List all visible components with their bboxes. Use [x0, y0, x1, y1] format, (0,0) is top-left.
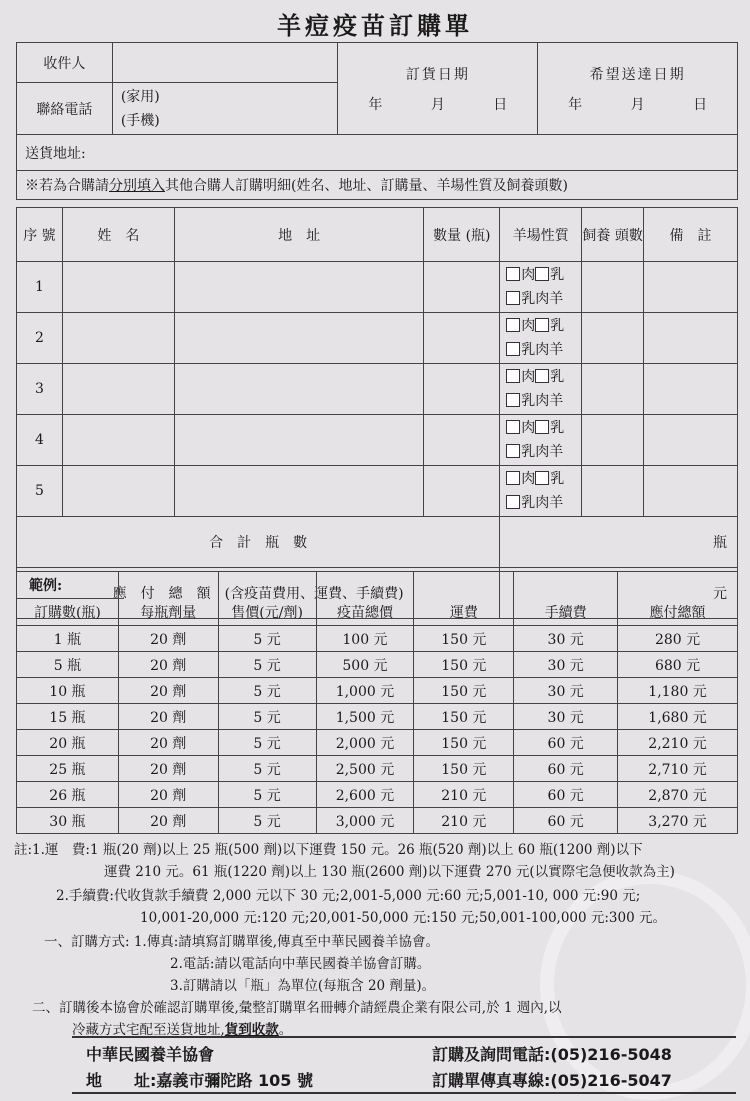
delivery-date-year: 年 — [568, 96, 583, 113]
group-note-suffix: 其他合購人訂購明細(姓名、地址、訂購量、羊場性質及飼養頭數) — [165, 178, 568, 194]
page-title: 羊痘疫苗訂購單 — [277, 11, 473, 40]
order-row-head-count-field[interactable] — [582, 415, 644, 466]
delivery-note-line2 — [72, 1018, 292, 1038]
order-phone-label: 訂購及詢問電話: — [432, 1045, 551, 1064]
order-row-address-field[interactable] — [174, 262, 424, 313]
example-cell: 2,600 元 — [316, 782, 414, 808]
order-date-label: 訂貨日期 — [405, 66, 470, 83]
example-cell: 210 元 — [414, 808, 514, 834]
delivery-date-day: 日 — [693, 96, 708, 113]
order-row-remarks-field[interactable] — [644, 364, 738, 415]
order-date-day: 日 — [493, 96, 508, 113]
example-header-cell: 售價(元/劑) — [218, 599, 316, 626]
order-row-remarks-field[interactable] — [644, 313, 738, 364]
example-cell: 2,500 元 — [316, 756, 414, 782]
example-cell: 20 劑 — [118, 808, 218, 834]
example-cell: 5 元 — [218, 704, 316, 730]
order-row — [17, 262, 738, 313]
example-cell: 150 元 — [414, 704, 514, 730]
example-cell: 1,000 元 — [316, 678, 414, 704]
dairy-checkbox[interactable] — [535, 420, 549, 434]
order-row-address-field[interactable] — [174, 313, 424, 364]
example-cell: 30 元 — [514, 704, 618, 730]
meat-checkbox[interactable] — [506, 471, 520, 485]
order-row — [17, 364, 738, 415]
order-row-quantity-field[interactable] — [424, 364, 500, 415]
order-row-quantity-field[interactable] — [424, 415, 500, 466]
example-cell: 150 元 — [414, 626, 514, 652]
dairy-checkbox[interactable] — [535, 471, 549, 485]
order-row-farm-type — [500, 313, 582, 364]
example-cell: 20 劑 — [118, 730, 218, 756]
order-row-farm-type — [500, 262, 582, 313]
example-cell: 500 元 — [316, 652, 414, 678]
example-cell: 2,210 元 — [618, 730, 738, 756]
dual-purpose-checkbox[interactable] — [506, 291, 520, 305]
example-cell: 5 元 — [218, 808, 316, 834]
example-cell: 150 元 — [414, 678, 514, 704]
example-cell: 5 瓶 — [17, 652, 119, 678]
order-date-field[interactable] — [338, 43, 538, 135]
order-row-farm-type — [500, 364, 582, 415]
dairy-checkbox[interactable] — [535, 369, 549, 383]
method-phone: 2.電話:請以電話向中華民國養羊協會訂購。 — [170, 956, 431, 972]
example-cell: 1,500 元 — [316, 704, 414, 730]
example-cell: 20 劑 — [118, 756, 218, 782]
fax-row — [432, 1068, 672, 1091]
order-row-seq: 2 — [17, 313, 63, 364]
example-cell: 20 劑 — [118, 678, 218, 704]
example-cell: 10 瓶 — [17, 678, 119, 704]
order-row-remarks-field[interactable] — [644, 415, 738, 466]
dairy-option-label: 乳 — [550, 318, 565, 334]
order-row-farm-type — [500, 415, 582, 466]
order-row-farm-type — [500, 466, 582, 517]
group-note-underlined: 分別填入 — [109, 178, 165, 194]
order-row-head-count-field[interactable] — [582, 466, 644, 517]
example-cell: 5 元 — [218, 782, 316, 808]
order-row — [17, 313, 738, 364]
dairy-checkbox[interactable] — [535, 267, 549, 281]
total-bottles-label: 合 計 瓶 數 — [17, 517, 500, 568]
dual-purpose-checkbox[interactable] — [506, 393, 520, 407]
order-row-seq: 4 — [17, 415, 63, 466]
example-cell: 60 元 — [514, 782, 618, 808]
example-row — [17, 782, 738, 808]
dairy-option-label: 乳 — [550, 420, 565, 436]
example-cell: 3,270 元 — [618, 808, 738, 834]
order-row-quantity-field[interactable] — [424, 313, 500, 364]
example-cell: 280 元 — [618, 626, 738, 652]
dual-option-label: 乳肉羊 — [521, 291, 564, 307]
meat-checkbox[interactable] — [506, 267, 520, 281]
header-name: 姓 名 — [62, 208, 174, 262]
dairy-option-label: 乳 — [550, 267, 565, 283]
phone-field[interactable] — [112, 83, 338, 135]
example-title: 範例: — [17, 572, 119, 599]
example-header-cell: 應付總額 — [618, 599, 738, 626]
total-bottles-unit: 瓶 — [713, 535, 727, 551]
example-cell: 680 元 — [618, 652, 738, 678]
delivery-note-suffix: 。 — [278, 1022, 293, 1038]
example-cell: 1,680 元 — [618, 704, 738, 730]
order-fax: (05)216-5047 — [550, 1071, 672, 1090]
dual-purpose-checkbox[interactable] — [506, 444, 520, 458]
delivery-date-label: 希望送達日期 — [589, 66, 686, 83]
group-purchase-note — [17, 171, 738, 200]
meat-option-label: 肉 — [521, 471, 536, 487]
example-cell: 150 元 — [414, 730, 514, 756]
order-row-remarks-field[interactable] — [644, 466, 738, 517]
example-header-cell: 訂購數(瓶) — [17, 599, 119, 626]
order-row-name-field[interactable] — [62, 313, 174, 364]
order-row-address-field[interactable] — [174, 466, 424, 517]
meat-option-label: 肉 — [521, 420, 536, 436]
contact-footer — [72, 1036, 736, 1094]
order-row — [17, 415, 738, 466]
dairy-option-label: 乳 — [550, 369, 565, 385]
order-row-head-count-field[interactable] — [582, 364, 644, 415]
order-row-name-field[interactable] — [62, 262, 174, 313]
phone-mobile-label: (手機) — [120, 112, 160, 129]
order-date-month: 月 — [430, 96, 445, 113]
order-row-seq: 3 — [17, 364, 63, 415]
contact-info-table — [16, 42, 738, 200]
example-cell: 5 元 — [218, 730, 316, 756]
header-seq: 序 號 — [17, 208, 63, 262]
order-row-quantity-field[interactable] — [424, 262, 500, 313]
header-farm-type: 羊場性質 — [500, 208, 582, 262]
order-row-head-count-field[interactable] — [582, 313, 644, 364]
org-name: 中華民國養羊協會 — [86, 1045, 215, 1064]
pricing-example-table — [16, 571, 738, 834]
note-shipping-line1: 註:1.運 費:1 瓶(20 劑)以上 25 瓶(500 劑)以下運費 150 元。26 瓶(520 劑)以上 60 瓶(1200 劑)以下 — [14, 842, 643, 858]
example-cell: 100 元 — [316, 626, 414, 652]
meat-checkbox[interactable] — [506, 318, 520, 332]
example-row — [17, 808, 738, 834]
order-phone: (05)216-5048 — [550, 1045, 672, 1064]
order-detail-table — [16, 207, 738, 619]
example-cell: 25 瓶 — [17, 756, 119, 782]
address-field[interactable] — [17, 135, 738, 171]
method-fax: 一、訂購方式: 1.傳真:請填寫訂購單後,傳真至中華民國養羊協會。 — [44, 934, 440, 950]
example-row — [17, 730, 738, 756]
example-header-cell: 運費 — [414, 599, 514, 626]
order-row — [17, 466, 738, 517]
example-cell: 30 元 — [514, 652, 618, 678]
example-cell: 26 瓶 — [17, 782, 119, 808]
recipient-label: 收件人 — [17, 43, 113, 83]
example-cell: 30 元 — [514, 626, 618, 652]
delivery-date-field[interactable] — [538, 43, 738, 135]
total-bottles-field[interactable] — [500, 517, 738, 568]
example-row — [17, 704, 738, 730]
dual-option-label: 乳肉羊 — [521, 393, 564, 409]
example-cell: 2,000 元 — [316, 730, 414, 756]
example-cell: 30 瓶 — [17, 808, 119, 834]
note-shipping-line2: 運費 210 元。61 瓶(1220 劑)以上 130 瓶(2600 劑)以下運費 270 元(以實際宅急便收款為主) — [104, 864, 675, 880]
example-row — [17, 678, 738, 704]
example-header-row — [17, 599, 738, 626]
example-cell: 2,710 元 — [618, 756, 738, 782]
dual-option-label: 乳肉羊 — [521, 495, 564, 511]
meat-checkbox[interactable] — [506, 420, 520, 434]
delivery-note-underlined: 貨到收款 — [224, 1022, 279, 1038]
example-row — [17, 626, 738, 652]
order-row-seq: 1 — [17, 262, 63, 313]
delivery-date-month: 月 — [630, 96, 645, 113]
meat-checkbox[interactable] — [506, 369, 520, 383]
example-cell: 5 元 — [218, 756, 316, 782]
method-unit: 3.訂購請以「瓶」為單位(每瓶含 20 劑量)。 — [170, 978, 436, 994]
phone-row — [432, 1042, 672, 1065]
dairy-option-label: 乳 — [550, 471, 565, 487]
example-cell: 60 元 — [514, 808, 618, 834]
example-cell: 5 元 — [218, 678, 316, 704]
note-fee-line2: 10,001-20,000 元:120 元;20,001-50,000 元:150 元;50,001-100,000 元:300 元。 — [140, 910, 666, 926]
example-cell: 20 劑 — [118, 704, 218, 730]
header-quantity: 數量 (瓶) — [424, 208, 500, 262]
example-cell: 150 元 — [414, 652, 514, 678]
meat-option-label: 肉 — [521, 369, 536, 385]
recipient-field[interactable] — [112, 43, 338, 83]
phone-home-label: (家用) — [120, 88, 160, 105]
order-row-name-field[interactable] — [62, 364, 174, 415]
header-head-count: 飼養 頭數 — [582, 208, 644, 262]
address-label: 送貨地址: — [25, 145, 86, 162]
group-note-prefix: ※若為合購請 — [25, 178, 109, 194]
order-row-quantity-field[interactable] — [424, 466, 500, 517]
order-row-seq: 5 — [17, 466, 63, 517]
example-cell: 20 劑 — [118, 782, 218, 808]
delivery-note-prefix: 冷藏方式宅配至送貨地址, — [72, 1022, 225, 1038]
org-address-row — [86, 1068, 313, 1091]
example-header-cell: 每瓶劑量 — [118, 599, 218, 626]
header-remarks: 備 註 — [644, 208, 738, 262]
order-date-year: 年 — [368, 96, 383, 113]
order-row-address-field[interactable] — [174, 364, 424, 415]
org-address: 嘉義市彌陀路 105 號 — [156, 1071, 313, 1090]
example-cell: 20 劑 — [118, 626, 218, 652]
phone-label: 聯絡電話 — [17, 83, 113, 135]
meat-option-label: 肉 — [521, 318, 536, 334]
example-header-cell: 手續費 — [514, 599, 618, 626]
example-header-cell: 疫苗總價 — [316, 599, 414, 626]
example-cell: 20 瓶 — [17, 730, 119, 756]
example-row — [17, 756, 738, 782]
example-cell: 60 元 — [514, 730, 618, 756]
order-row-name-field[interactable] — [62, 466, 174, 517]
org-address-label: 地 址: — [86, 1071, 157, 1090]
payable-label: 應 付 總 額 (含疫苗費用、運費、手續費) — [17, 568, 500, 619]
payable-unit: 元 — [713, 586, 727, 602]
delivery-note-line1: 二、訂購後本協會於確認訂購單後,彙整訂購單名冊轉介請經農企業有限公司,於 1 週內,以 — [32, 1000, 562, 1016]
example-cell: 1,180 元 — [618, 678, 738, 704]
header-address: 地 址 — [174, 208, 424, 262]
example-cell: 210 元 — [414, 782, 514, 808]
example-cell: 15 瓶 — [17, 704, 119, 730]
example-cell: 60 元 — [514, 756, 618, 782]
dual-option-label: 乳肉羊 — [521, 342, 564, 358]
meat-option-label: 肉 — [521, 267, 536, 283]
dual-option-label: 乳肉羊 — [521, 444, 564, 460]
dual-purpose-checkbox[interactable] — [506, 342, 520, 356]
example-cell: 1 瓶 — [17, 626, 119, 652]
dual-purpose-checkbox[interactable] — [506, 495, 520, 509]
example-cell: 5 元 — [218, 626, 316, 652]
order-row-remarks-field[interactable] — [644, 262, 738, 313]
example-cell: 3,000 元 — [316, 808, 414, 834]
example-cell: 5 元 — [218, 652, 316, 678]
example-cell: 20 劑 — [118, 652, 218, 678]
example-row — [17, 652, 738, 678]
order-row-address-field[interactable] — [174, 415, 424, 466]
dairy-checkbox[interactable] — [535, 318, 549, 332]
example-cell: 2,870 元 — [618, 782, 738, 808]
order-row-head-count-field[interactable] — [582, 262, 644, 313]
order-row-name-field[interactable] — [62, 415, 174, 466]
example-cell: 30 元 — [514, 678, 618, 704]
note-fee-line1: 2.手續費:代收貨款手續費 2,000 元以下 30 元;2,001-5,000 元:60 元;5,001-10, 000 元:90 元; — [56, 888, 641, 904]
order-fax-label: 訂購單傳真專線: — [432, 1071, 551, 1090]
example-cell: 150 元 — [414, 756, 514, 782]
